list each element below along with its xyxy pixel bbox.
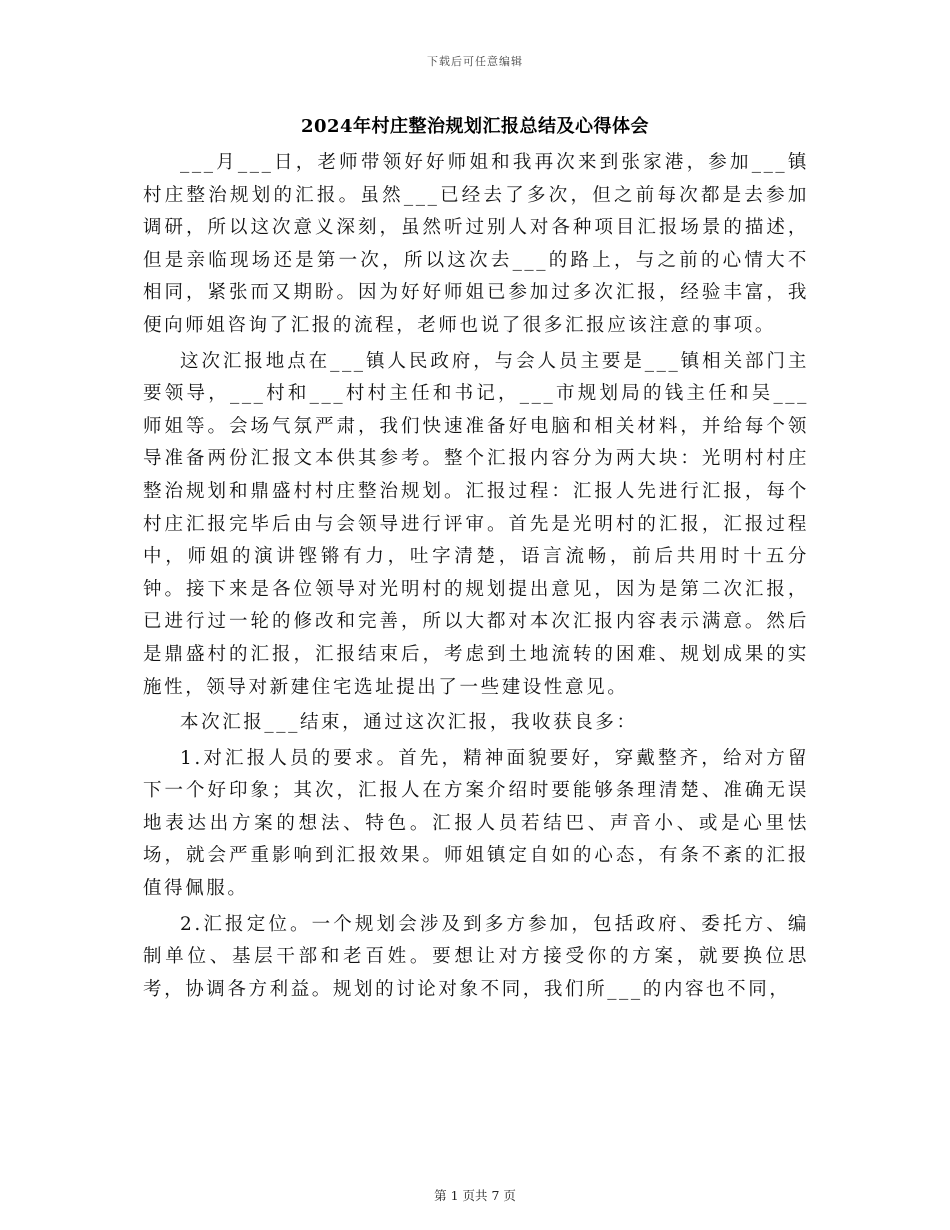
page-header-note: 下载后可任意编辑: [427, 55, 523, 68]
page-number-footer: 第 1 页共 7 页: [434, 1188, 516, 1203]
paragraph-2: 这次汇报地点在___镇人民政府，与会人员主要是___镇相关部门主要领导，___村和___村村主任和书记，___市规划局的钱主任和吴___师姐等。会场气氛严肃，我们快速准备好电脑和相关材料，并给每个领导准备两份汇报文本供其参考。整个汇报内容分为两大块：光明村村庄整治规划和鼎盛村村庄整治规划。汇报过程：汇报人先进行汇报，每个村庄汇报完毕后由与会领导进行评审。首先是光明村的汇报，汇报过程中，师姐的演讲铿锵有力，吐字清楚，语言流畅，前后共用时十五分钟。接下来是各位领导对光明村的规划提出意见，因为是第二次汇报，已进行过一轮的修改和完善，所以大都对本次汇报内容表示满意。然后是鼎盛村的汇报，汇报结束后，考虑到土地流转的困难、规划成果的实施性，领导对新建住宅选址提出了一些建设性意见。: [143, 350, 809, 698]
document-body: [143, 147, 809, 1006]
paragraph-5: 2.汇报定位。一个规划会涉及到多方参加，包括政府、委托方、编制单位、基层干部和老百姓。要想让对方接受你的方案，就要换位思考，协调各方利益。规划的讨论对象不同，我们所___的内容也不同，: [143, 913, 809, 1000]
document-title: 2024年村庄整治规划汇报总结及心得体会: [300, 116, 650, 137]
paragraph-4: 1.对汇报人员的要求。首先，精神面貌要好，穿戴整齐，给对方留下一个好印象；其次，汇报人在方案介绍时要能够条理清楚、准确无误地表达出方案的想法、特色。汇报人员若结巴、声音小、或是心里怯场，就会严重影响到汇报效果。师姐镇定自如的心态，有条不紊的汇报值得佩服。: [143, 747, 809, 900]
paragraph-1: ___月___日，老师带领好好师姐和我再次来到张家港，参加___镇村庄整治规划的汇报。虽然___已经去了多次，但之前每次都是去参加调研，所以这次意义深刻，虽然听过别人对各种项目汇报场景的描述，但是亲临现场还是第一次，所以这次去___的路上，与之前的心情大不相同，紧张而又期盼。因为好好师姐已参加过多次汇报，经验丰富，我便向师姐咨询了汇报的流程，老师也说了很多汇报应该注意的事项。: [143, 152, 809, 336]
paragraph-3: 本次汇报___结束，通过这次汇报，我收获良多：: [180, 712, 638, 734]
